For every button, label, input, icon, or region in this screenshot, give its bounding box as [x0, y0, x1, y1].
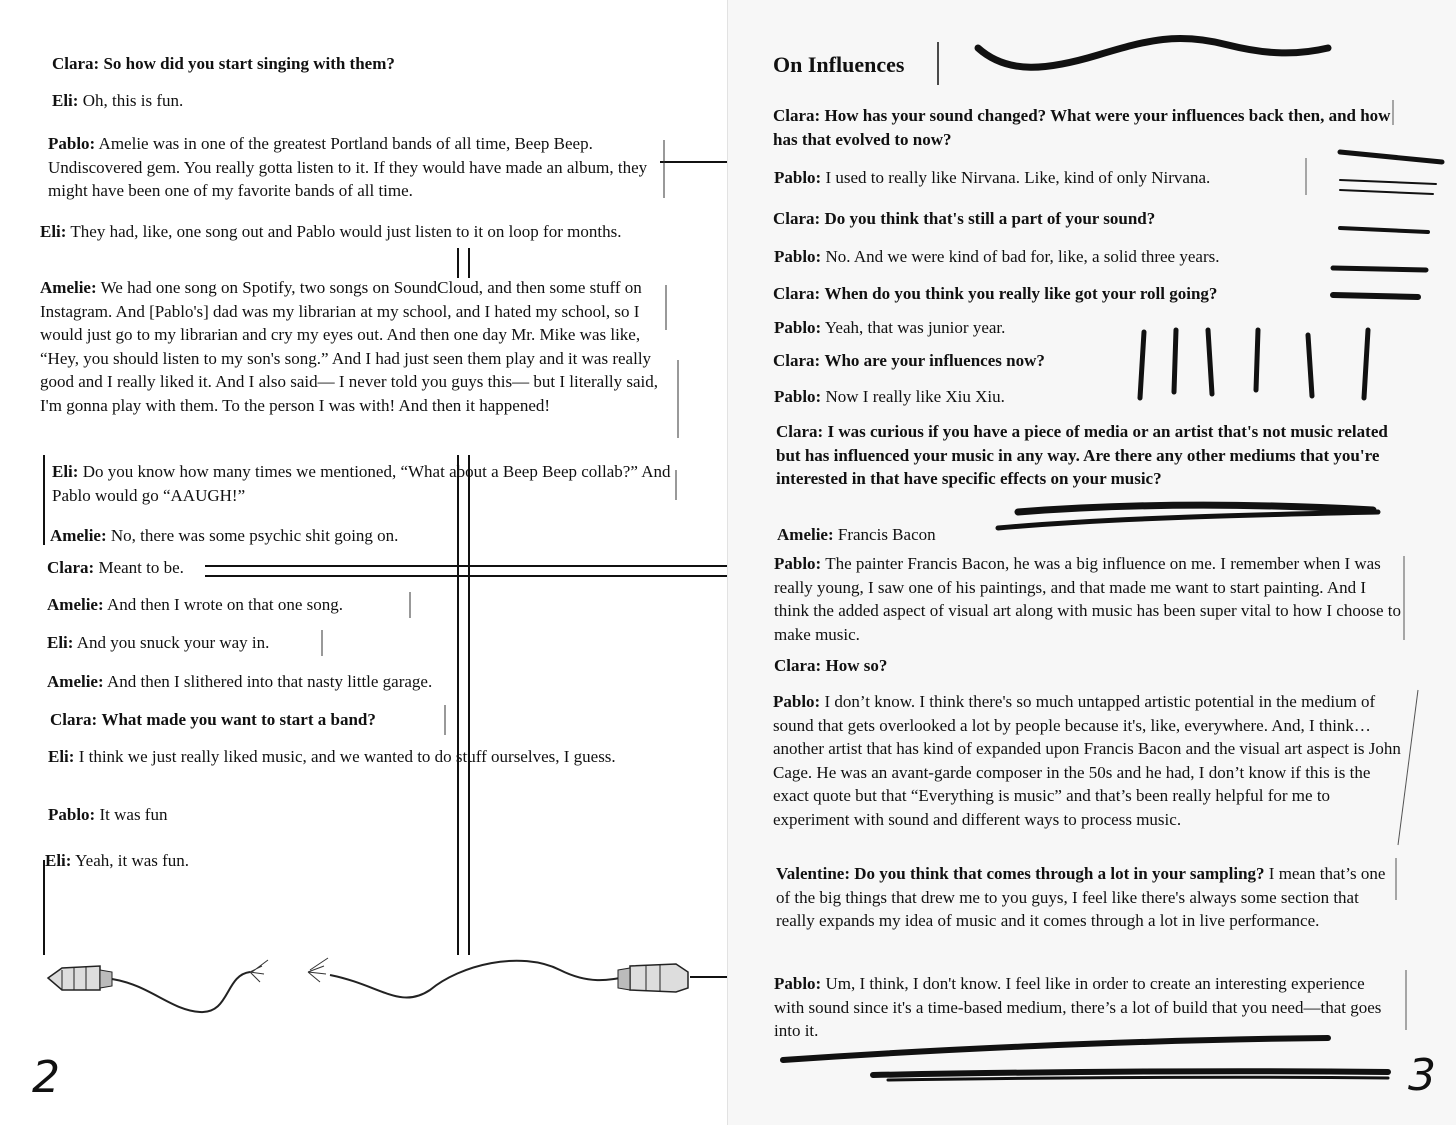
- dialogue-text: No, there was some psychic shit going on.: [110, 526, 399, 545]
- dialogue-block: [774, 316, 1005, 340]
- speaker-name: Clara:: [773, 351, 821, 370]
- dialogue-block: [773, 690, 1401, 831]
- dialogue-block: [774, 972, 1396, 1043]
- dialogue-text: Yeah, that was junior year.: [824, 318, 1006, 337]
- dialogue-text: And then I wrote on that one song.: [106, 595, 344, 614]
- question-text: Do you think that's still a part of your sound?: [824, 209, 1156, 228]
- dialogue-text: I don’t know. I think there's so much untapped artistic potential in the medium of sound that gets overlooked a lot by people because it's, like, everywhere. And, I think…another artist that has kind of expanded upon Francis Bacon and the visual art aspect is John Cage. He was an avant-garde composer in the 50s and he had, I don’t know if this is the exact quote but that “Everything is music” and that’s been really helpful for me to experiment with sound and different ways to process music.: [773, 692, 1401, 829]
- dialogue-text: They had, like, one song out and Pablo would just listen to it on loop for months.: [70, 222, 622, 241]
- plug-right-icon: [618, 964, 688, 992]
- speaker-name: Pablo:: [774, 168, 822, 187]
- dialogue-text: And then I slithered into that nasty little garage.: [106, 672, 433, 691]
- question-text: When do you think you really like got your roll going?: [824, 284, 1218, 303]
- dialogue-block: [776, 862, 1398, 933]
- dialogue-text: The painter Francis Bacon, he was a big influence on me. I remember when I was really young, I saw one of his paintings, and that made me want to start painting. And I think the added aspect of visual art along with music has been super vital to how I choose to make music.: [774, 554, 1401, 644]
- dialogue-block: [773, 207, 1155, 231]
- speaker-name: Pablo:: [773, 692, 821, 711]
- dialogue-text: It was fun: [99, 805, 168, 824]
- dialogue-block: [774, 166, 1210, 190]
- speaker-name: Pablo:: [774, 247, 822, 266]
- question-text: What made you want to start a band?: [101, 710, 376, 729]
- speaker-name: Amelie:: [47, 595, 104, 614]
- speaker-name: Eli:: [40, 222, 67, 241]
- speaker-name: Eli:: [52, 91, 79, 110]
- dialogue-block: [774, 654, 887, 678]
- speaker-name: Clara:: [52, 54, 100, 73]
- question-text: I was curious if you have a piece of media or an artist that's not music related but has influenced your music in any way. Are there any other mediums that you're interested in that have specific effects on your music?: [776, 422, 1388, 488]
- speaker-name: Amelie:: [777, 525, 834, 544]
- dialogue-text: We had one song on Spotify, two songs on SoundCloud, and then some stuff on Instagram. And [Pablo's] dad was my librarian at my school, and I hated my school, so I would just go to my librarian and cry my eyes out. And then one day Mr. Mike was like, “Hey, you should listen to my son's song.” And I had just seen them play and it was really good and I really liked it. And I also said— I never told you guys this— but I literally said, I'm gonna play with them. To the person I was with! And then it happened!: [40, 278, 659, 415]
- speaker-name: Pablo:: [774, 554, 822, 573]
- dialogue-text: Meant to be.: [98, 558, 184, 577]
- question-text: How so?: [825, 656, 888, 675]
- speaker-name: Eli:: [45, 851, 72, 870]
- dialogue-text: I think we just really liked music, and we wanted to do stuff ourselves, I guess.: [78, 747, 616, 766]
- dialogue-text: I used to really like Nirvana. Like, kind of only Nirvana.: [825, 168, 1211, 187]
- speaker-name: Pablo:: [48, 134, 96, 153]
- speaker-name: Clara:: [50, 710, 98, 729]
- speaker-name: Pablo:: [774, 387, 822, 406]
- dialogue-block: [774, 245, 1219, 269]
- speaker-name: Clara:: [773, 284, 821, 303]
- speaker-name: Pablo:: [774, 974, 822, 993]
- speaker-name: Amelie:: [47, 672, 104, 691]
- dialogue-text: Francis Bacon: [837, 525, 936, 544]
- dialogue-block: [773, 282, 1217, 306]
- dialogue-text: No. And we were kind of bad for, like, a solid three years.: [825, 247, 1220, 266]
- dialogue-block: [777, 523, 936, 547]
- dialogue-block: [776, 420, 1416, 491]
- dialogue-text: And you snuck your way in.: [76, 633, 270, 652]
- dialogue-text: Amelie was in one of the greatest Portland bands of all time, Beep Beep. Undiscovered gem. You really gotta listen to it. If they would have made an album, they might have been one of my favorite bands of all time.: [48, 134, 648, 200]
- speaker-name: Pablo:: [48, 805, 96, 824]
- dialogue-text: I mean that’s one of the big things that drew me to you guys, I feel like there's always some section that really expands my idea of music and it comes through a lot in live performance.: [776, 864, 1386, 930]
- plug-left-icon: [48, 966, 112, 990]
- speaker-name: Amelie:: [40, 278, 97, 297]
- speaker-name: Eli:: [47, 633, 74, 652]
- question-text: Who are your influences now?: [824, 351, 1045, 370]
- dialogue-block: [773, 349, 1045, 373]
- frayed-wire-icon: [250, 958, 328, 982]
- dialogue-block: [774, 385, 1005, 409]
- question-text: Do you think that comes through a lot in your sampling?: [854, 864, 1265, 883]
- question-text: So how did you start singing with them?: [103, 54, 395, 73]
- speaker-name: Amelie:: [50, 526, 107, 545]
- dialogue-text: Do you know how many times we mentioned, “What about a Beep Beep collab?” And Pablo would go “AAUGH!”: [52, 462, 671, 505]
- speaker-name: Eli:: [48, 747, 75, 766]
- speaker-name: Clara:: [47, 558, 95, 577]
- speaker-name: Clara:: [773, 106, 821, 125]
- section-heading: On Influences: [773, 52, 905, 77]
- page-number: 3: [1408, 1050, 1436, 1101]
- dialogue-text: Oh, this is fun.: [82, 91, 184, 110]
- speaker-name: Clara:: [774, 656, 822, 675]
- speaker-name: Valentine:: [776, 864, 850, 883]
- page-number: 2: [32, 1052, 60, 1103]
- speaker-name: Pablo:: [774, 318, 822, 337]
- question-text: How has your sound changed? What were your influences back then, and how has that evolved to now?: [773, 106, 1391, 149]
- speaker-name: Eli:: [52, 462, 79, 481]
- dialogue-text: Um, I think, I don't know. I feel like in order to create an interesting experience with sound since it's a time-based medium, there’s a lot of build that you need—that goes into it.: [774, 974, 1382, 1040]
- dialogue-block: [774, 552, 1402, 646]
- speaker-name: Clara:: [773, 209, 821, 228]
- speaker-name: Clara:: [776, 422, 824, 441]
- right-page: [728, 0, 1456, 1125]
- dialogue-text: Yeah, it was fun.: [75, 851, 190, 870]
- dialogue-block: [773, 104, 1393, 151]
- dialogue-text: Now I really like Xiu Xiu.: [825, 387, 1005, 406]
